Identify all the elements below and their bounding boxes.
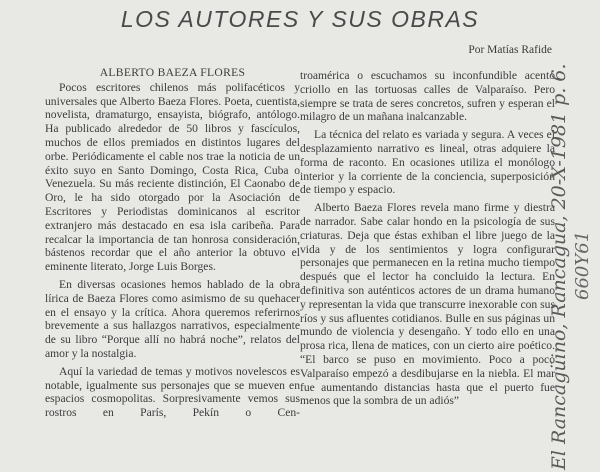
handwritten-source-note: El Rancagüino, Rancagua, 20-X-1981 p. 6.: [548, 63, 570, 470]
paragraph: Alberto Baeza Flores revela mano firme y diestra de narrador. Sabe calar hondo en la psicología de sus criaturas. Deja que éstas exhiban el libre juego de la vida y de los sentimientos y logra configurar personajes que permanecen en la retina mucho tiempo después que el lector ha concluido la lectura. En definitiva son auténticos actores de un drama humano y representan la vida que transcurre inexorable con sus ríos y sus afluentes cotidianos. Bulle en sus páginas un mundo de violencia y desengaño. Y todo ello en una prosa rica, llena de matices, con un cierto aire poético. “El barco se puso en movimiento. Poco a poco Valparaíso empezó a desdibujarse en la niebla. El mar fue aumentando distancias hasta que el puerto fue menos que la sombra de un adiós”: [300, 201, 555, 408]
page-title: LOS AUTORES Y SUS OBRAS: [120, 6, 480, 32]
byline: Por Matías Rafide: [468, 44, 552, 56]
article-column-right: [300, 69, 555, 408]
article-column-left: [45, 66, 300, 420]
paragraph: Aquí la variedad de temas y motivos novelescos es notable, igualmente sus personajes que se mueven en espacios cosmopolitas. Sorpresivamente vemos sus rostros en París, Pekín o Cen-: [45, 364, 300, 420]
handwritten-code: 660Y61: [572, 230, 593, 300]
paragraph: troamérica o escuchamos su inconfundible acento criollo en las tortuosas calles de Valparaíso. Pero siempre se trata de seres concretos, sufren y esperan el milagro de un mañana inalcanzable.: [300, 69, 555, 124]
paragraph: La técnica del relato es variada y segura. A veces el desplazamiento narrativo es lineal, otras adquiere la forma de raconto. En ocasiones utiliza el monólogo interior y la corriente de la conciencia, superposición de tiempo y espacio.: [300, 128, 555, 197]
paragraph: En diversas ocasiones hemos hablado de la obra lírica de Baeza Flores como asimismo de su quehacer en el ensayo y la crítica. Ahora queremos referirnos brevemente a sus hallazgos narrativos, especialmente de su libro “Porque allí no habrá noche”, relatos del amor y la nostalgia.: [45, 277, 300, 360]
paragraph: Pocos escritores chilenos más polifacéticos y universales que Alberto Baeza Flores. Poeta, cuentista, novelista, dramaturgo, ensayista, biógrafo, antólogo. Ha publicado alrededor de 50 libros y fascículos, muchos de ellos premiados en distintos lugares del orbe. Periódicamente el cable nos trae la noticia de un éxito suyo en Santo Domingo, Costa Rica, Cuba o Venezuela. Su más reciente distinción, El Caonabo de Oro, le ha sido otorgado por la Asociación de Escritores y Periodistas dominicanos al escritor extranjero más destacado en esa isla caribeña. Para recalcar la importancia de tan honrosa consideración, bástenos recordar que el año anterior la obtuvo el eminente literato, Jorge Luis Borges.: [45, 80, 300, 274]
article-heading: ALBERTO BAEZA FLORES: [99, 66, 246, 79]
